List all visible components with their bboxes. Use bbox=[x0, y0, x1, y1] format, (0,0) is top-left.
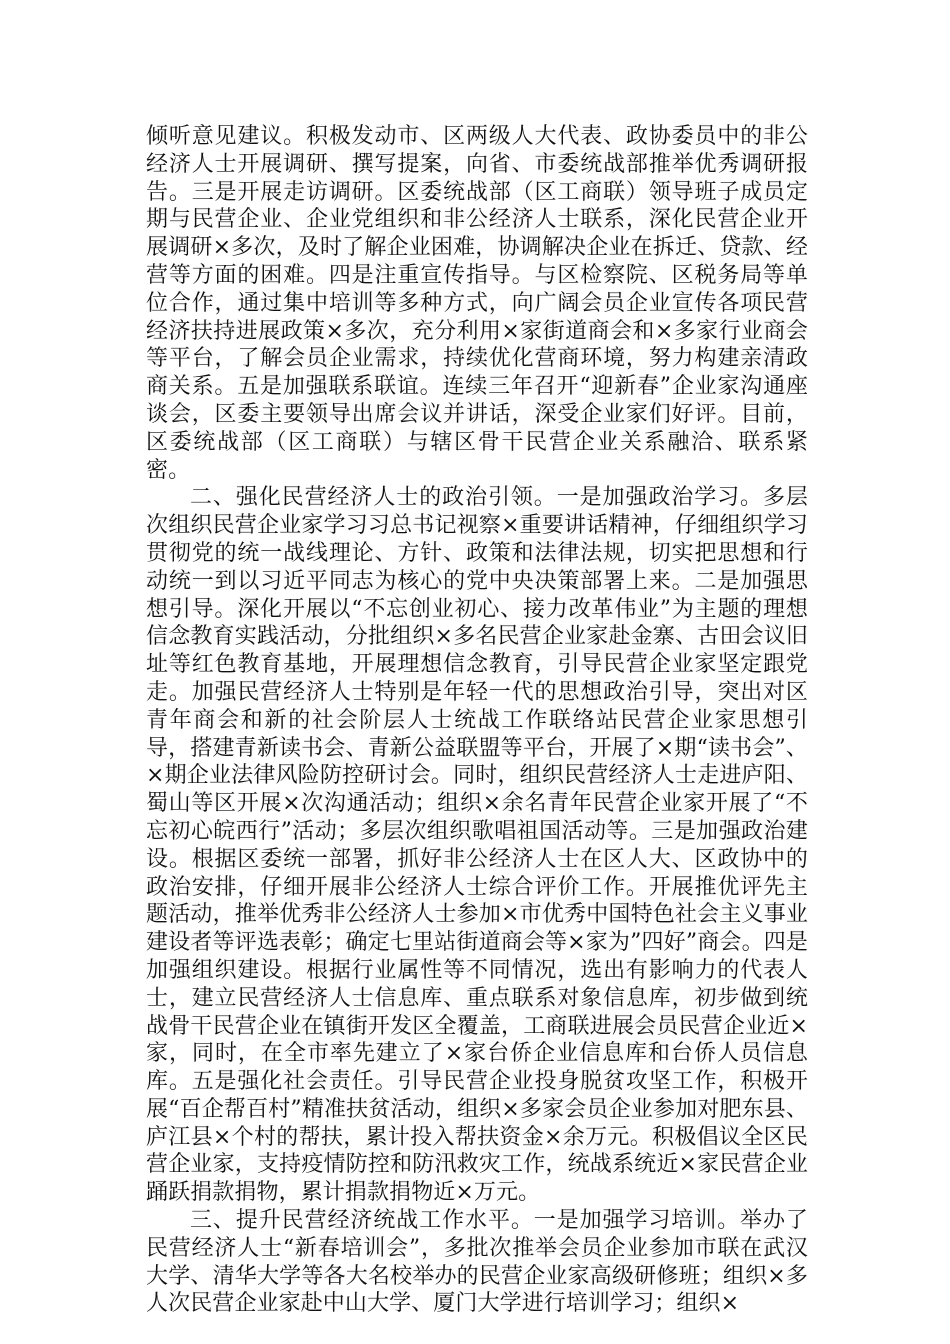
document-body bbox=[146, 123, 808, 1318]
paragraph-1: 倾听意见建议。积极发动市、区两级人大代表、政协委员中的非公经济人士开展调研、撰写提案，向省、市委统战部推举优秀调研报告。三是开展走访调研。区委统战部（区工商联）领导班子成员定期与民营企业、企业党组织和非公经济人士联系，深化民营企业开展调研×多次，及时了解企业困难，协调解决企业在拆迁、贷款、经营等方面的困难。四是注重宣传指导。与区检察院、区税务局等单位合作，通过集中培训等多种方式，向广阔会员企业宣传各项民营经济扶持进展政策×多次，充分利用×家街道商会和×多家行业商会等平台，了解会员企业需求，持续优化营商环境，努力构建亲清政商关系。五是加强联系联谊。连续三年召开“迎新春”企业家沟通座谈会，区委主要领导出席会议并讲话，深受企业家们好评。目前，区委统战部（区工商联）与辖区骨干民营企业关系融洽、联系紧密。 bbox=[146, 124, 808, 483]
paragraph-3: 三、提升民营经济统战工作水平。一是加强学习培训。举办了民营经济人士“新春培训会”，多批次推举会员企业参加市联在武汉大学、清华大学等各大名校举办的民营企业家高级研修班；组织×多人次民营企业家赴中山大学、厦门大学进行培训学习；组织× bbox=[146, 1208, 808, 1317]
paragraph-2: 二、强化民营经济人士的政治引领。一是加强政治学习。多层次组织民营企业家学习习总书记视察×重要讲话精神，仔细组织学习贯彻党的统一战线理论、方针、政策和法律法规，切实把思想和行动统一到以习近平同志为核心的党中央决策部署上来。二是加强思想引导。深化开展以“不忘创业初心、接力改革伟业”为主题的理想信念教育实践活动，分批组织×多名民营企业家赴金寨、古田会议旧址等红色教育基地，开展理想信念教育，引导民营企业家坚定跟党走。加强民营经济人士特别是年轻一代的思想政治引导，突出对区青年商会和新的社会阶层人士统战工作联络站民营企业家思想引导，搭建青新读书会、青新公益联盟等平台，开展了×期“读书会”、×期企业法律风险防控研讨会。同时，组织民营经济人士走进庐阳、蜀山等区开展×次沟通活动；组织×余名青年民营企业家开展了“不忘初心皖西行”活动；多层次组织歌唱祖国活动等。三是加强政治建设。根据区委统一部署，抓好非公经济人士在区人大、区政协中的政治安排，仔细开展非公经济人士综合评价工作。开展推优评先主题活动，推举优秀非公经济人士参加×市优秀中国特色社会主义事业建设者等评选表彰；确定七里站街道商会等×家为”四好”商会。四是加强组织建设。根据行业属性等不同情况，选出有影响力的代表人士，建立民营经济人士信息库、重点联系对象信息库，初步做到统战骨干民营企业在镇街开发区全覆盖，工商联进展会员民营企业近×家，同时，在全市率先建立了×家台侨企业信息库和台侨人员信息库。五是强化社会责任。引导民营企业投身脱贫攻坚工作，积极开展“百企帮百村”精准扶贫活动，组织×多家会员企业参加对肥东县、庐江县×个村的帮扶，累计投入帮扶资金×余万元。积极倡议全区民营企业家，支持疫情防控和防汛救灾工作，统战系统近×家民营企业踊跃捐款捐物，累计捐款捐物近×万元。 bbox=[146, 485, 808, 1206]
